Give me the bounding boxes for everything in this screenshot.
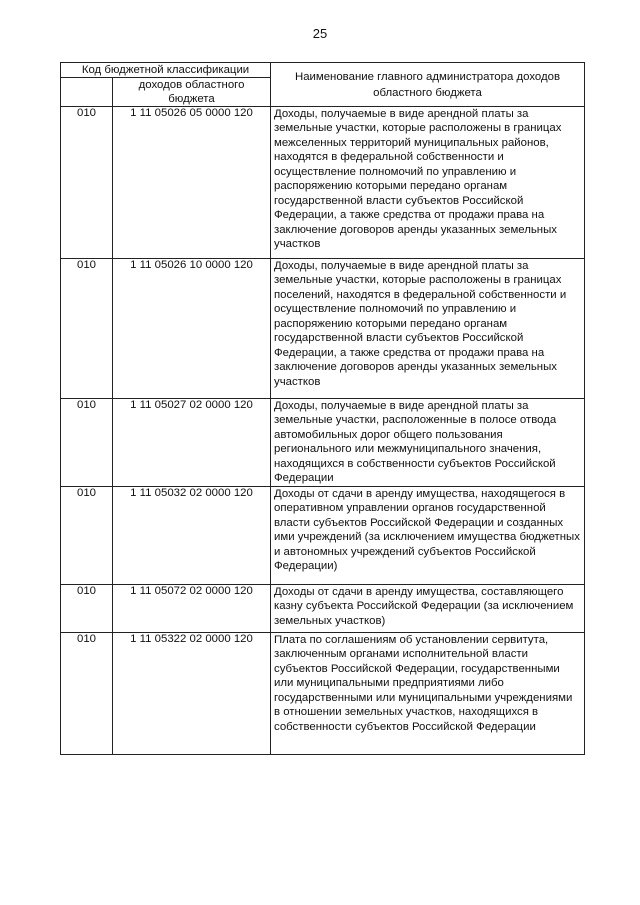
admin-code-cell: 010 — [61, 633, 113, 755]
table-row — [61, 107, 585, 259]
classification-code-cell: 1 11 05026 10 0000 120 — [113, 259, 271, 399]
table-row — [61, 487, 585, 585]
revenue-name-cell: Доходы, получаемые в виде арендной платы за земельные участки, которые расположены в границах межселенных территорий муниципальных районов, находятся в федеральной собственности и осуществление полномочий по управлению и распоряжению которыми передано органам государственной власти субъектов Российской Федерации, а также средства от продажи права на заключение договоров аренды указанных земельных участков — [271, 107, 585, 259]
table-row — [61, 259, 585, 399]
table-row — [61, 399, 585, 487]
classification-code-cell: 1 11 05027 02 0000 120 — [113, 399, 271, 487]
classification-code-cell: 1 11 05072 02 0000 120 — [113, 585, 271, 633]
revenue-name-cell: Доходы, получаемые в виде арендной платы за земельные участки, которые расположены в границах поселений, находятся в федеральной собственности и осуществление полномочий по управлению и распоряжению которыми передано органам государственной власти субъектов Российской Федерации, а также средства от продажи права на заключение договоров аренды указанных земельных участков — [271, 259, 585, 399]
revenue-name-cell: Доходы, получаемые в виде арендной платы за земельные участки, расположенные в полосе отвода автомобильных дорог общего пользования регионального или межмуниципального значения, находящихся в собственности субъектов Российской Федерации — [271, 399, 585, 487]
table-header-row — [61, 63, 585, 78]
classification-code-cell: 1 11 05322 02 0000 120 — [113, 633, 271, 755]
header-administrator-name: Наименование главного администратора доходов областного бюджета — [271, 63, 585, 107]
revenue-name-cell: Плата по соглашениям об установлении сервитута, заключенным органами исполнительной власти субъектов Российской Федерации, государственными или муниципальными предприятиями либо государственными или муниципальными учреждениями в отношении земельных участков, находящихся в собственности субъектов Российской Федерации — [271, 633, 585, 755]
page-number: 25 — [312, 26, 328, 41]
classification-code-cell: 1 11 05026 05 0000 120 — [113, 107, 271, 259]
header-budget-classification-code: Код бюджетной классификации — [61, 63, 271, 78]
classification-code-cell: 1 11 05032 02 0000 120 — [113, 487, 271, 585]
budget-classification-table — [60, 62, 585, 755]
header-empty-cell — [61, 78, 113, 107]
revenue-name-cell: Доходы от сдачи в аренду имущества, составляющего казну субъекта Российской Федерации (за исключением земельных участков) — [271, 585, 585, 633]
admin-code-cell: 010 — [61, 399, 113, 487]
admin-code-cell: 010 — [61, 487, 113, 585]
admin-code-cell: 010 — [61, 107, 113, 259]
revenue-name-cell: Доходы от сдачи в аренду имущества, находящегося в оперативном управлении органов государственной власти субъектов Российской Федерации и созданных ими учреждений (за исключением имущества бюджетных и автономных учреждений субъектов Российской Федерации) — [271, 487, 585, 585]
header-regional-budget-revenue: доходов областного бюджета — [113, 78, 271, 107]
admin-code-cell: 010 — [61, 259, 113, 399]
table-row — [61, 633, 585, 755]
table-row — [61, 585, 585, 633]
admin-code-cell: 010 — [61, 585, 113, 633]
